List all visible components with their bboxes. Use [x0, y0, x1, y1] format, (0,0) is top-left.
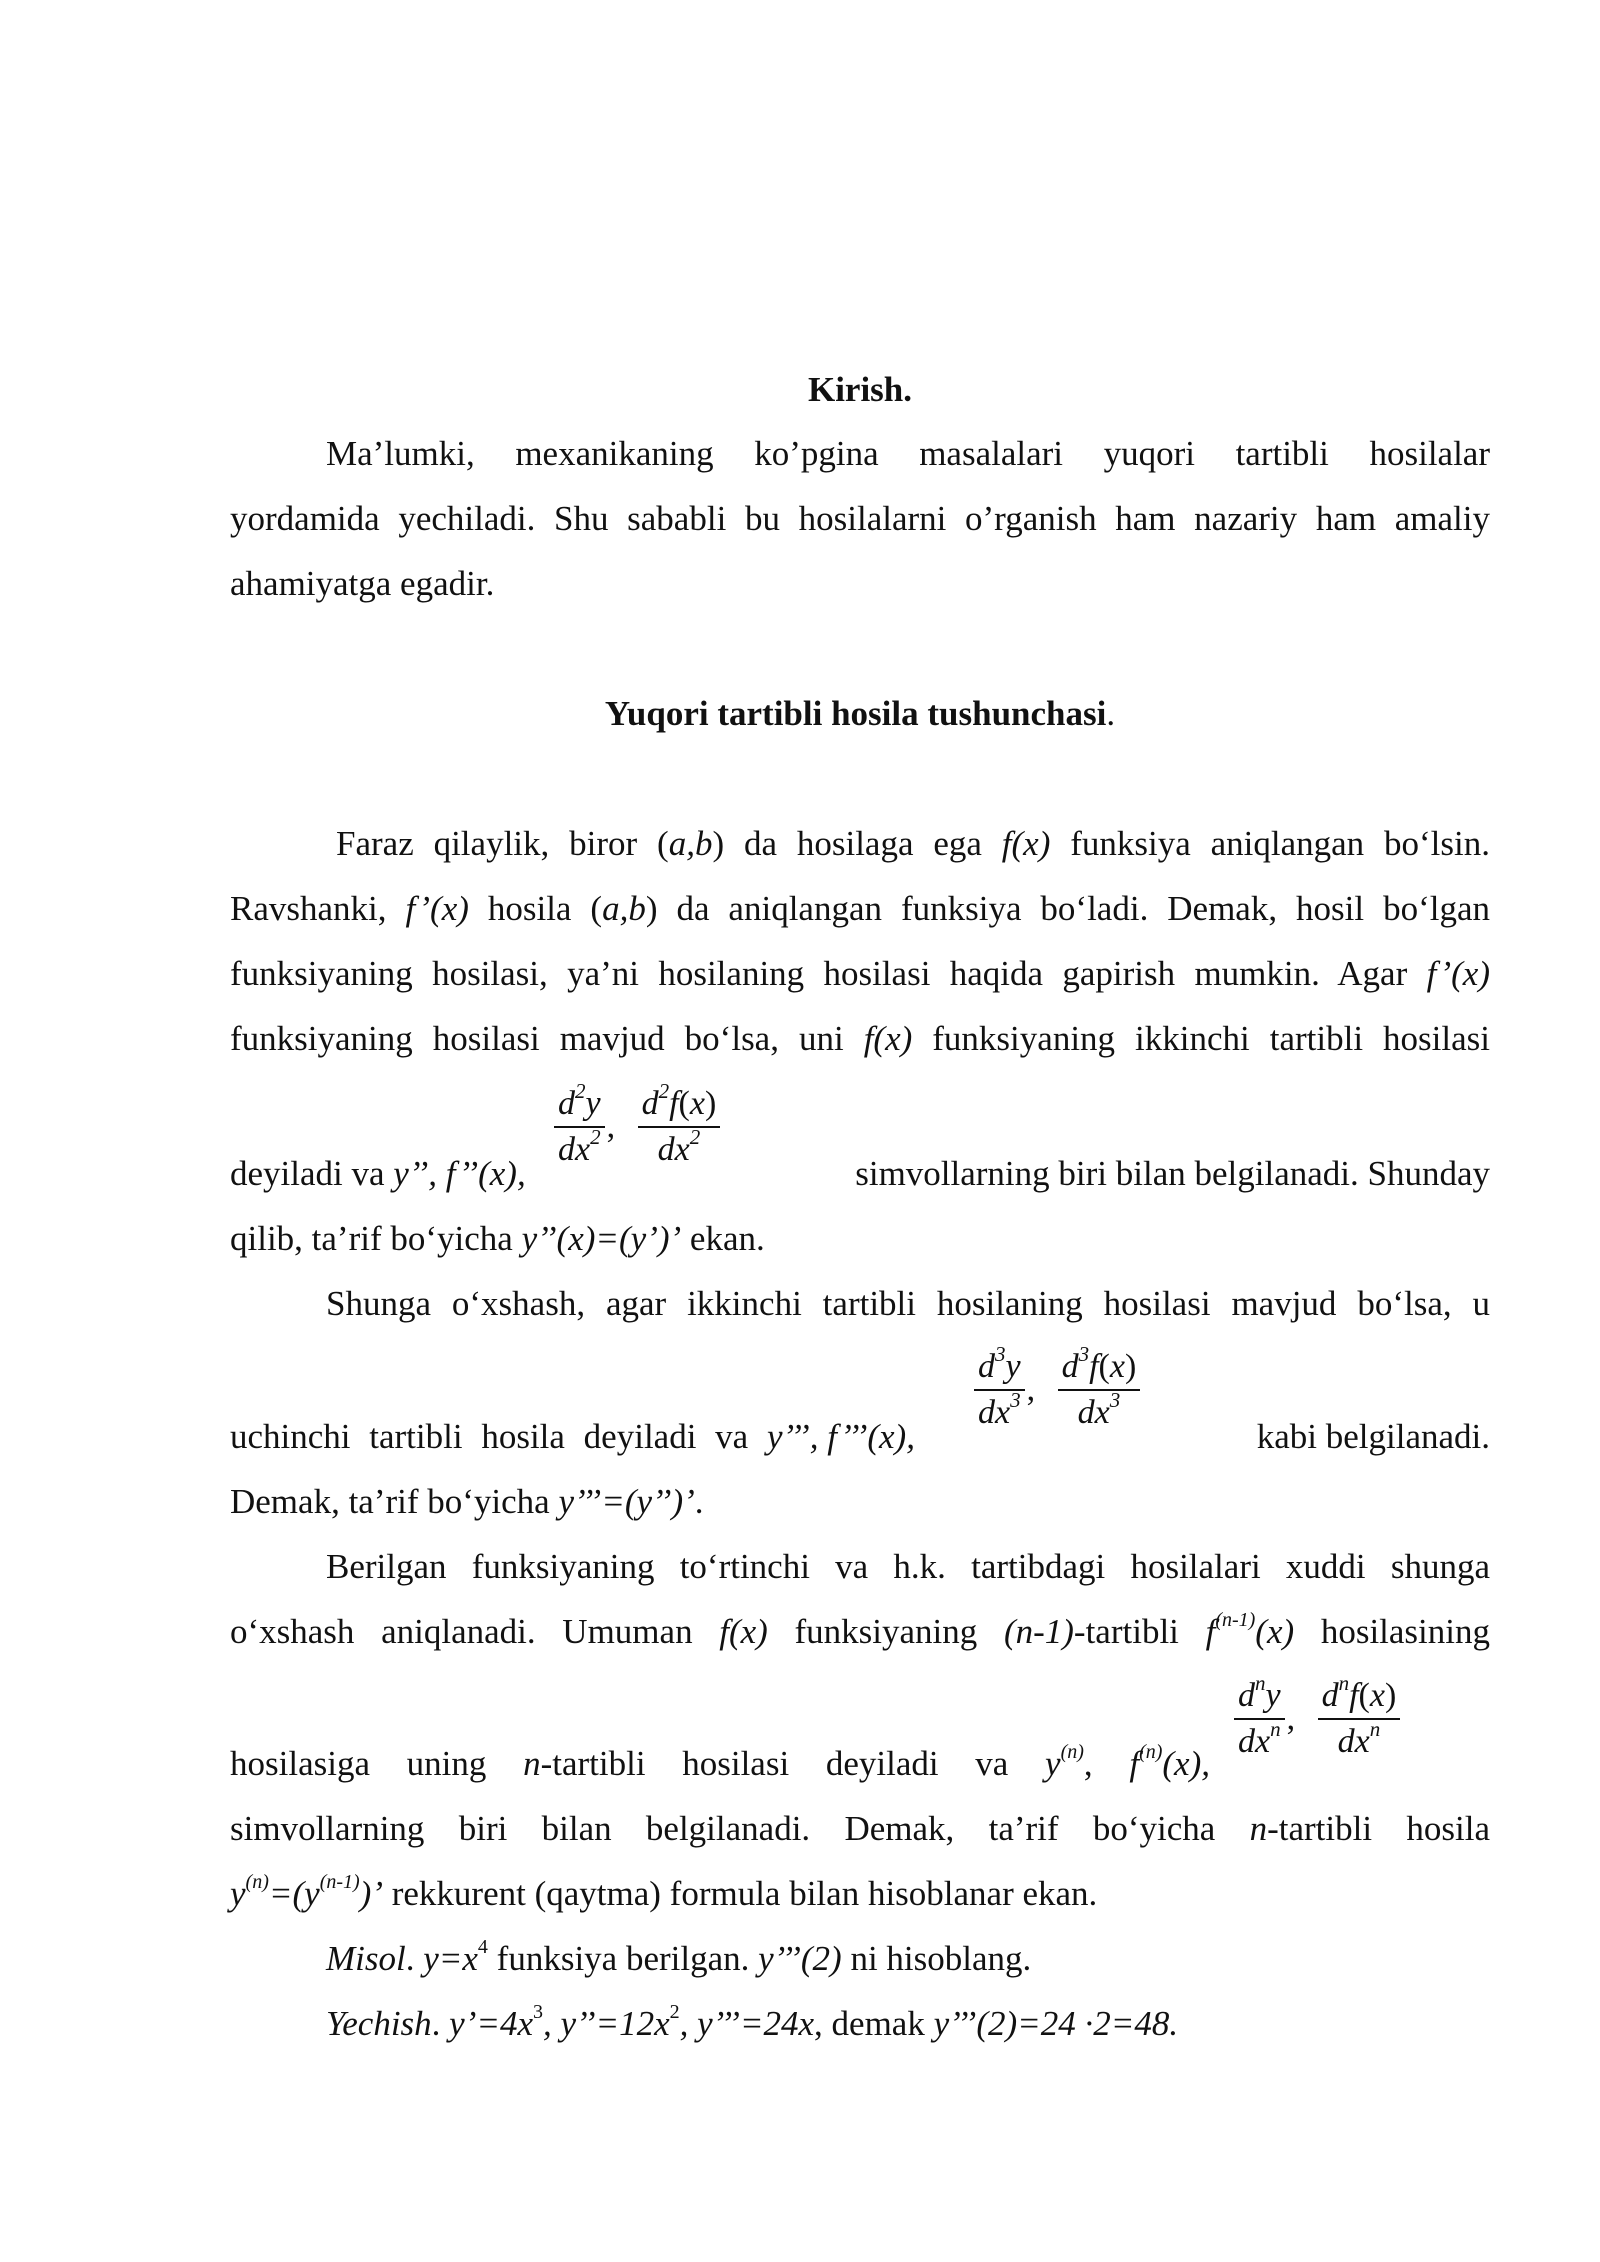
p3-line-4: simvollarning biri bilan belgilanadi. Demak, ta’rif bo‘yicha n-tartibli hosila [230, 1809, 1490, 1848]
fraction-dny-dxn: $\frac{d^ny}{dx^n}$ [1234, 1676, 1285, 1762]
p1-line-2: Ravshanki, f’(x) hosila (a,b) da aniqlangan funksiya bo‘ladi. Demak, hosil bo‘lgan [230, 889, 1490, 928]
p1-line-3: funksiyaning hosilasi, ya’ni hosilaning hosilasi haqida gapirish mumkin. Agar f’(x) [230, 954, 1490, 993]
fraction-d2y-dx2: $\frac{d^2y}{dx^2}$ [554, 1084, 605, 1170]
example-line: Misol. $y=x^4$ funksiya berilgan. y’’’(2) ni hisoblang. [326, 1936, 1032, 1978]
p1-line-4: funksiyaning hosilasi mavjud bo‘lsa, uni f(x) funksiyaning ikkinchi tartibli hosilasi [230, 1019, 1490, 1058]
fraction-d3y-dx3: $\frac{d^3y}{dx^3}$ [974, 1347, 1025, 1433]
p3-line-2: o‘xshash aniqlanadi. Umuman f(x) funksiyaning (n-1)-tartibli $f^{(n-1)}(x)$ hosilasining [230, 1609, 1491, 1651]
p2-line-2-tail: kabi belgilanadi. [1256, 1417, 1490, 1456]
fraction-d2f-dx2: $\frac{d^2f(x)}{dx^2}$ [638, 1084, 721, 1170]
intro-line-2: yordamida yechiladi. Shu sababli bu hosilalarni o’rganish ham nazariy ham amaliy [230, 499, 1490, 538]
p2-line-1: Shunga o‘xshash, agar ikkinchi tartibli hosilaning hosilasi mavjud bo‘lsa, u [326, 1284, 1490, 1323]
nth-derivative-fractions: $\frac{d^ny}{dx^n}$ , $\frac{d^nf(x)}{dx^n}$ [1232, 1676, 1402, 1762]
p1-line-5-tail: simvollarning biri bilan belgilanadi. Shunday [855, 1154, 1490, 1193]
p1-line-1: Faraz qilaylik, biror (a,b) da hosilaga ega f(x) funksiya aniqlangan bo‘lsin. [336, 824, 1490, 863]
p1-line-5: deyiladi va y’’, f’’(x), [230, 1154, 526, 1193]
fraction-dnf-dxn: $\frac{d^nf(x)}{dx^n}$ [1318, 1676, 1401, 1762]
second-derivative-fractions: $\frac{d^2y}{dx^2}$ , $\frac{d^2f(x)}{dx^2}$ [552, 1084, 722, 1170]
intro-line-3: ahamiyatga egadir. [230, 564, 495, 603]
p3-line-3: hosilasiga uning n-tartibli hosilasi deyiladi va $y^{(n)}$, $f^{(n)}(x)$, [230, 1741, 1210, 1783]
page-title: Kirish. [807, 370, 913, 409]
solution-line: Yechish. $y’=4x^3$, $y’’=12x^2$, y’’’=24x, demak y’’’(2)=24 ·2=48. [326, 2001, 1179, 2043]
document-page [230, 0, 1490, 2262]
p2-line-3: Demak, ta’rif bo‘yicha y’’’=(y’’)’. [230, 1482, 704, 1521]
p2-line-2: uchinchi tartibli hosila deyiladi va y’’’, f’’’(x), [230, 1417, 915, 1456]
p1-line-6: qilib, ta’rif bo‘yicha y’’(x)=(y’)’ ekan. [230, 1219, 765, 1258]
p3-line-1: Berilgan funksiyaning to‘rtinchi va h.k. tartibdagi hosilalari xuddi shunga [326, 1547, 1490, 1586]
fraction-d3f-dx3: $\frac{d^3f(x)}{dx^3}$ [1058, 1347, 1141, 1433]
intro-line-1: Ma’lumki, mexanikaning ko’pgina masalalari yuqori tartibli hosilalar [326, 434, 1490, 473]
p3-line-5: $y^{(n)}=(y^{(n-1)})$’ rekkurent (qaytma) formula bilan hisoblanar ekan. [230, 1871, 1098, 1913]
section-title: Yuqori tartibli hosila tushunchasi. [604, 694, 1116, 733]
third-derivative-fractions: $\frac{d^3y}{dx^3}$ , $\frac{d^3f(x)}{dx^3}$ [972, 1347, 1142, 1433]
